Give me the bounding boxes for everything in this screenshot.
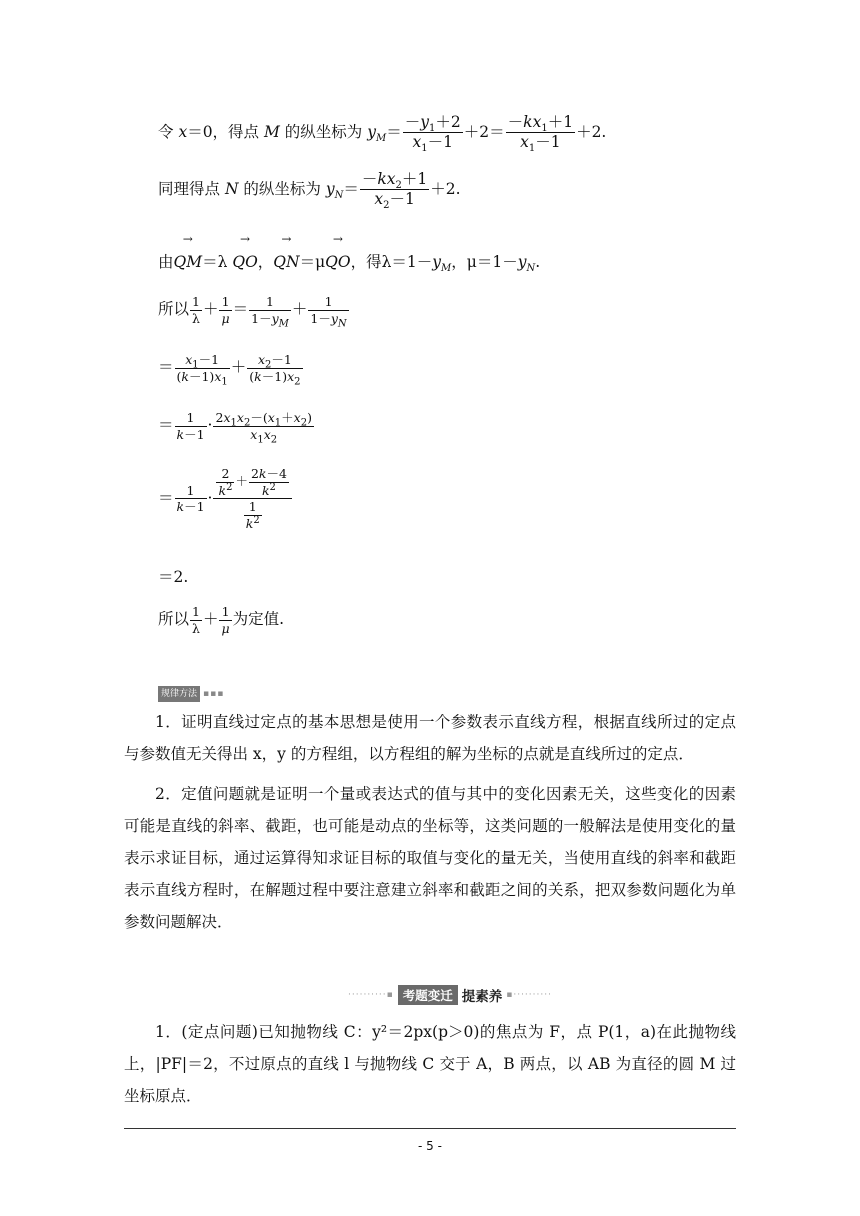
- solution-line-conclusion: 所以 $\frac{1}{\lambda}$ ＋ $\frac{1}{\mu}$ 为定值.: [158, 604, 285, 636]
- problem-paragraph: [124, 1016, 736, 1112]
- section-banner: ··········▪ 考题变迁 提素养 ▪··········: [320, 985, 580, 1005]
- solution-line-set-x: 令 x＝0，得点 M 的纵坐标为 $y_M=$ $\frac{-y_1+2}{x_1-1}$ ＋2＝ $\frac{-kx_1+1}{x_1-1}$ ＋2.: [158, 113, 607, 155]
- solution-line-sum-3: ＝ $\frac{1}{k-1}$ · $\frac{2x_1x_2-(x_1+x_2)}{x_1x_2}$: [158, 410, 312, 446]
- page-number: - 5 -: [418, 1139, 442, 1153]
- method-paragraphs: [124, 706, 736, 938]
- solution-line-sum-2: ＝ $\frac{x_1-1}{(k-1)x_1}$ ＋ $\frac{x_2-1}{(k-1)x_2}$: [158, 352, 301, 388]
- section-title: 提素养: [461, 989, 503, 1005]
- footer-rule: [124, 1128, 736, 1129]
- method-paragraph-2: 2．定值问题就是证明一个量或表达式的值与其中的变化因素无关，这些变化的因素可能是直线的斜率、截距，也可能是动点的坐标等，这类问题的一般解法是使用变化的量表示求证目标，通过运算得知求证目标的取值与变化的量无关，当使用直线的斜率和截距表示直线方程时，在解题过程中要注意建立斜率和截距之间的关系，把双参数问题化为单参数问题解决．: [124, 785, 736, 931]
- method-paragraph-1: 1．证明直线过定点的基本思想是使用一个参数表示直线方程，根据直线所过的定点与参数值无关得出 x，y 的方程组，以方程组的解为坐标的点就是直线所过的定点．: [124, 713, 736, 763]
- solution-line-result: ＝2.: [158, 568, 189, 586]
- solution-line-vectors: 由→ QM＝λ → QO，→ QN＝μ→ QO，得$\lambda=1-y_M$，$\mu=1-y_N$.: [158, 255, 540, 271]
- solution-line-sum-1: 所以 $\frac{1}{\lambda}$ ＋ $\frac{1}{\mu}$ ＝ $\frac{1}{1-y_M}$ ＋ $\frac{1}{1-y_N}$: [158, 294, 347, 330]
- section-tag: 考题变迁: [398, 985, 458, 1005]
- problem-text: 1．(定点问题)已知抛物线 C：y²＝2px(p＞0)的焦点为 F，点 P(1，a)在此抛物线上，|PF|＝2，不过原点的直线 l 与抛物线 C 交于 A，B 两点，以 AB 为直径的圆 M 过坐标原点．: [124, 1023, 736, 1105]
- solution-line-same-n: 同理得点 N 的纵坐标为 $y_N=$ $\frac{-kx_2+1}{x_2-1}$ ＋2.: [158, 170, 461, 212]
- solution-line-sum-4: ＝ $\frac{1}{k-1}$ · $\frac{2}{k^2}$ ＋ $\frac{2k-4}{k^2}$ $\frac{1}{k^2}$: [158, 466, 293, 532]
- method-label: 规律方法 ▪▪▪: [158, 686, 224, 702]
